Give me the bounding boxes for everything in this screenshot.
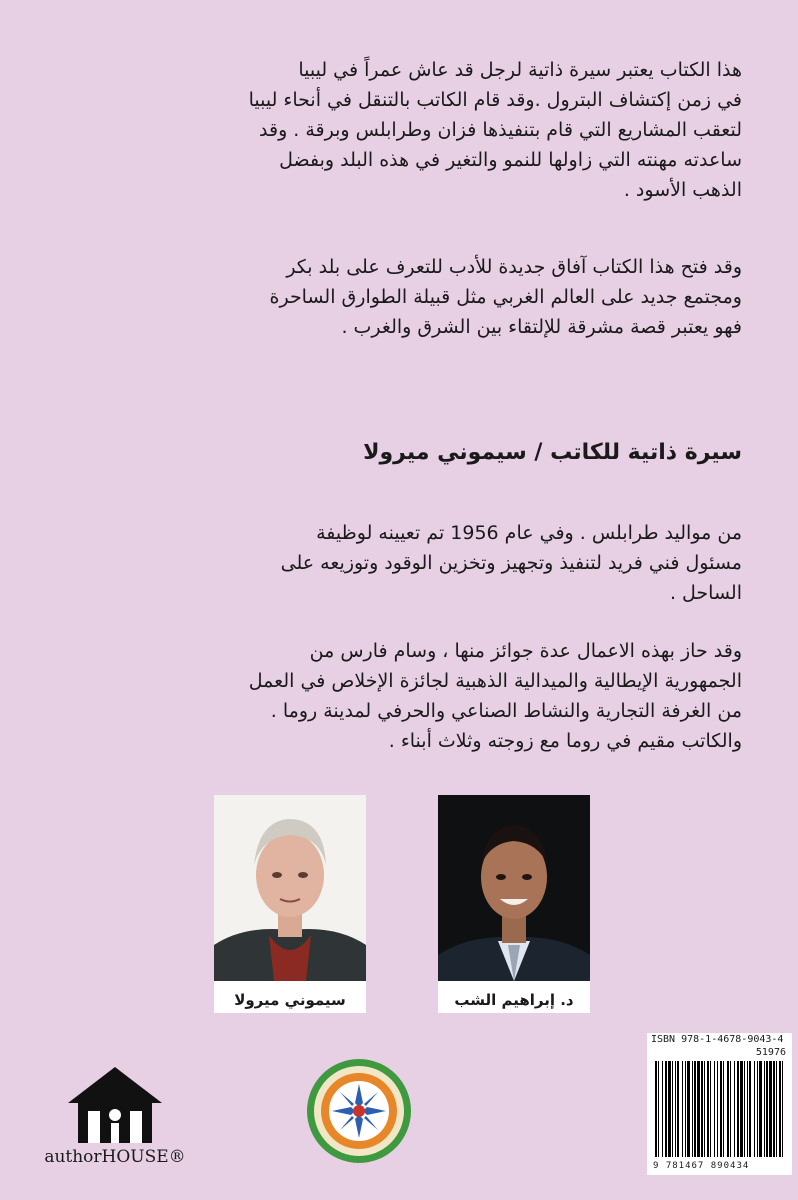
isbn-text: ISBN 978-1-4678-9043-4 — [651, 1034, 784, 1045]
photo-caption: د. إبراهيم الشب — [454, 991, 574, 1009]
price-code: 51976 — [755, 1047, 786, 1058]
translator-photo — [438, 795, 590, 981]
bio-paragraph-1 — [62, 518, 742, 608]
publisher-name: authorHOUSE® — [44, 1147, 186, 1167]
text-line: هذا الكتاب يعتبر سيرة ذاتية لرجل قد عاش عمراً في ليبيا — [298, 59, 742, 81]
text-line: لتعقب المشاريع التي قام بتنفيذها فزان وطرابلس وبرقة . وقد — [259, 119, 742, 141]
text-line: من الغرفة التجارية والنشاط الصناعي والحرفي لمدينة روما . — [270, 700, 742, 722]
text-line: وقد فتح هذا الكتاب آفاق جديدة للأدب للتعرف على بلد بكر — [286, 256, 742, 278]
text-line: ساعدته مهنته التي زاولها للنمو والتغير في هذه البلد وبفضل — [279, 149, 742, 171]
text-line: فهو يعتبر قصة مشرقة للإلتقاء بين الشرق والغرب . — [341, 316, 742, 338]
bio-title: سيرة ذاتية للكاتب / سيموني ميرولا — [363, 440, 742, 465]
bio-paragraph-2 — [62, 636, 742, 756]
seal-icon — [306, 1058, 412, 1164]
barcode-icon — [647, 1061, 792, 1161]
blurb-paragraph-2 — [62, 252, 742, 342]
text-line: من مواليد طرابلس . وفي عام 1956 تم تعيينه لوظيفة — [316, 522, 742, 544]
text-line: ومجتمع جديد على العالم الغربي مثل قبيلة الطوارق الساحرة — [269, 286, 742, 308]
translator-photo-card — [438, 795, 590, 1013]
text-line: وقد حاز بهذه الاعمال عدة جوائز منها ، وسام فارس من — [309, 640, 742, 662]
text-line: الذهب الأسود . — [623, 179, 742, 201]
ean-text: 9 781467 890434 — [653, 1161, 750, 1171]
author-photo-card — [214, 795, 366, 1013]
text-line: مسئول فني فريد لتنفيذ وتجهيز وتخزين الوقود وتوزيعه على — [280, 552, 742, 574]
author-photo — [214, 795, 366, 981]
blurb-paragraph-1 — [62, 55, 742, 205]
text-line: الساحل . — [669, 582, 742, 604]
text-line: والكاتب مقيم في روما مع زوجته وثلاث أبناء . — [388, 730, 742, 752]
text-line: في زمن إكتشاف البترول .وقد قام الكاتب بالتنقل في أنحاء ليبيا — [248, 89, 742, 111]
photo-caption: سيموني ميرولا — [234, 991, 346, 1009]
barcode-block — [647, 1033, 792, 1175]
text-line: الجمهورية الإيطالية والميدالية الذهبية لجائزة الإخلاص في العمل — [248, 670, 742, 692]
house-icon — [30, 1065, 200, 1145]
seal-logo — [306, 1058, 412, 1164]
